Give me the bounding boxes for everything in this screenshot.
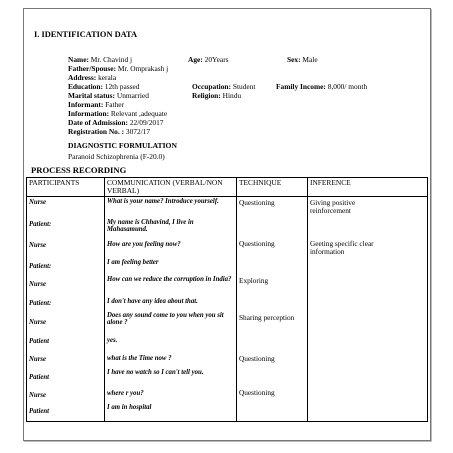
technique-cell [237, 197, 308, 422]
communication: Does any sound come to you when you sit alone ? [107, 312, 224, 327]
participant: Patient: [29, 221, 52, 228]
education-row: Education: 12th passed [68, 82, 140, 91]
communication: How can we reduce the corruption in India? [107, 276, 232, 283]
communication: yes. [107, 337, 118, 344]
column-header: TECHNIQUE [237, 178, 308, 197]
religion-row: Religion: Hindu [192, 91, 242, 100]
marital-row: Marital status: Unmarried [68, 91, 149, 100]
process-recording-table [26, 177, 428, 422]
communication: where r you? [107, 390, 144, 397]
communication: How are you feeling now? [107, 241, 181, 248]
income-row: Family Income: 8,000/ month [276, 82, 368, 91]
technique: Exploring [239, 276, 269, 285]
column-header: COMMUNICATION (VERBAL/NON VERBAL) [105, 178, 237, 197]
occupation-row: Occupation: Student [192, 82, 256, 91]
communication: My name is Chhavind, I live in Mahasamund. [107, 219, 194, 234]
information-row: Information: Relevant ,adequate [68, 109, 168, 118]
technique: Questioning [239, 239, 275, 248]
technique: Questioning [239, 388, 275, 397]
participant: Patient: [29, 300, 52, 307]
inference: Giving positive reinforcement [310, 198, 356, 215]
technique: Questioning [239, 198, 275, 207]
participant: Patient: [29, 263, 52, 270]
process-heading: PROCESS RECORDING [31, 165, 127, 175]
participant: Patient [29, 374, 50, 381]
sex-row: Sex: Male [287, 55, 318, 64]
technique: Sharing perception [239, 313, 295, 322]
participant: Patient [29, 408, 50, 415]
registration-row: Registration No. : 3072/17 [68, 127, 151, 136]
address-row: Address: kerala [68, 73, 117, 82]
technique: Questioning [239, 354, 275, 363]
column-header: PARTICIPANTS [27, 178, 105, 197]
table-row [27, 197, 428, 422]
participant: Nurse [29, 319, 46, 326]
admission-row: Date of Admission: 22/09/2017 [68, 118, 164, 127]
participant: Nurse [29, 199, 46, 206]
communication: I have no watch so I can't tell you. [107, 369, 204, 376]
section-title: I. IDENTIFICATION DATA [34, 30, 138, 39]
column-header: INFERENCE [308, 178, 428, 197]
name-row: Name: Mr. Chavind j [68, 55, 133, 64]
informant-row: Informant: Father [68, 100, 125, 109]
inference: Geeting specific clear information [310, 239, 374, 256]
diagnosis-text: Paranoid Schizophrenia (F-20.0) [68, 152, 165, 161]
diagnosis-heading: DIAGNOSTIC FORMULATION [68, 141, 177, 150]
age-row: Age: 20Years [188, 55, 229, 64]
communication: what is the Time now ? [107, 355, 172, 362]
communication: I am in hospital [107, 404, 152, 411]
participants-cell [27, 197, 105, 422]
communication: What is your name? Introduce yourself. [107, 198, 219, 205]
participant: Nurse [29, 356, 46, 363]
participant: Nurse [29, 242, 46, 249]
participant: Patient [29, 338, 50, 345]
father-row: Father/Spouse: Mr. Omprakash j [68, 64, 169, 73]
communication: I don't have any idea about that. [107, 298, 198, 305]
participant: Nurse [29, 281, 46, 288]
participant: Nurse [29, 392, 46, 399]
inference-cell [308, 197, 428, 422]
communication-cell [105, 197, 237, 422]
table-header-row [27, 178, 428, 197]
communication: I am feeling better [107, 259, 159, 266]
